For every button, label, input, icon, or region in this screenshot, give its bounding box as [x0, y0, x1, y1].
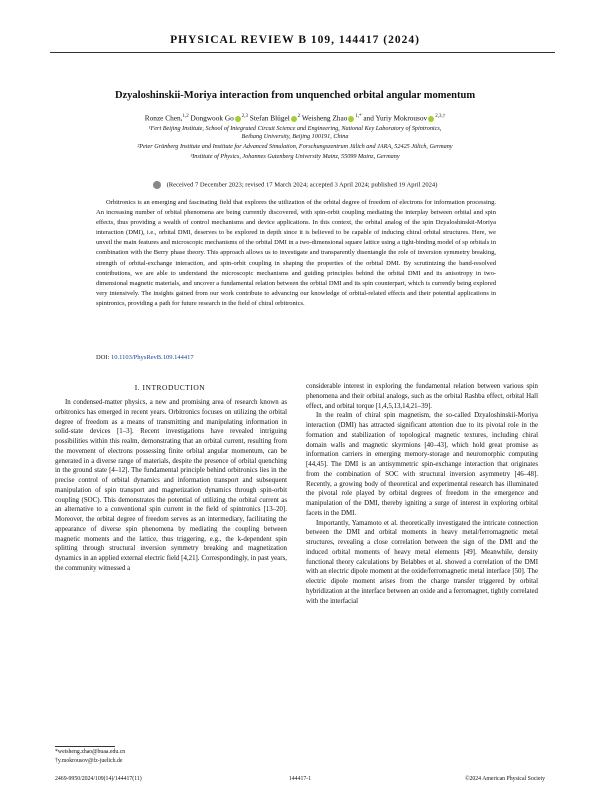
footnote-email[interactable]: *weisheng.zhao@buaa.edu.cn	[55, 749, 126, 755]
footer-issn: 2469-9950/2024/109(14)/144417(11)	[55, 776, 142, 782]
paragraph: considerable interest in exploring the fundamental relation between various spin phenomena and their orbital analogs, such as the orbital Rashba effect, orbital Hall effect, and orbital torque [1,4,5,13,14,21–39].	[306, 383, 538, 410]
doi-link[interactable]: 10.1103/PhysRevB.109.144417	[110, 354, 194, 361]
footer-page-number: 144417-1	[288, 776, 312, 782]
orcid-icon[interactable]	[291, 116, 297, 122]
author-name: Stefan Blügel	[247, 113, 290, 123]
section-heading: I. INTRODUCTION	[134, 383, 206, 392]
author-name: Dongwook Go	[188, 113, 234, 123]
affiliation-line: ¹Fert Beijing Institute, School of Integrated Circuit Science and Engineering, National Key Laboratory of Spintronics,	[148, 125, 442, 132]
footnotes	[55, 748, 287, 766]
orcid-icon[interactable]	[348, 116, 354, 122]
author-affil-sup: 2,3	[241, 114, 248, 119]
affiliation-line: ²Peter Grünberg Institute and Institute for Advanced Simulation, Forschungszentrum Jülich and JARA, 52425 Jülich, Germany	[137, 143, 453, 150]
footnote-rule	[55, 746, 115, 747]
body-column-left	[55, 398, 287, 574]
orcid-icon[interactable]	[235, 116, 241, 122]
paragraph: In condensed-matter physics, a new and promising area of research known as orbitronics has emerged in recent years. Orbitronics focuses on utilizing the orbital degree of freedom as a means of transmitting and manipulating information in solid-state devices [1–3]. Recent investigations have revealed intriguing possibilities within this realm, demonstrating that an orbital current, resulting from the movement of electrons possessing finite orbital angular momentum, can be generated in a diverse range of materials, despite the presence of orbital quenching in the ground state [4–12]. The fundamental principle behind orbitronics lies in the precise control of orbital dynamics and information transport and subsequent manipulation of spin transport and magnetization dynamics through spin-orbit coupling (SOC). This demonstrates the potential of utilizing the orbital current as an alternative to a conventional spin current in the field of spintronics [13–20]. Moreover, the orbital degree of freedom serves as an intermediary, facilitating the appearance of diverse spin phenomena by mediating the coupling between magnetic moments and the lattice, thus triggering, e.g., the k-dependent spin splitting through structural inversion symmetry breaking and magnetization dynamics in an applied external electric field [4,21]. Correspondingly, in past years, the community witnessed a	[55, 399, 287, 572]
paragraph: Importantly, Yamamoto et al. theoretically investigated the intricate connection between the DMI and orbital moments in heavy metal/ferromagnetic metal structures, revealing a close correlation between the sign of the DMI and the induced orbital moments of heavy metal elements [49]. Meanwhile, density functional theory calculations by Belabbes et al. showed a correlation of the DMI with an electric dipole moment at the oxide/ferromagnetic metal interface [50]. The electric dipole moment arises from the charge transfer triggered by orbital hybridization at the interface between an oxide and a ferromagnet, tightly correlated with the interfacial	[306, 519, 538, 605]
doi-line	[96, 354, 194, 361]
author-list	[40, 112, 550, 123]
author-affil-sup: 1,*	[355, 114, 362, 119]
author-name: Weisheng Zhao	[300, 113, 348, 123]
footnote-email[interactable]: †y.mokrousov@fz-juelich.de	[55, 758, 123, 764]
author-affil-sup: 2,3,†	[435, 114, 446, 119]
check-updates-icon[interactable]	[153, 181, 161, 189]
paper-title: Dzyaloshinskii-Moriya interaction from unquenched orbital angular momentum	[114, 90, 476, 101]
dates-text: (Received 7 December 2023; revised 17 March 2024; accepted 3 April 2024; published 19 April 2024)	[166, 181, 438, 189]
author-affil-sup: 1,2	[182, 114, 189, 119]
publication-dates	[60, 181, 530, 189]
paragraph: In the realm of chiral spin magnetism, the so-called Dzyaloshinskii-Moriya interaction (DMI) has attracted significant attention due to its pivotal role in the formation and stabilization of topological magnetic textures, including chiral domain walls and magnetic skyrmions [40–43], which hold great promise as information carriers in emerging memory-storage and neuromorphic computing [44,45]. The DMI is an antisymmetric spin-exchange interaction that originates from the combination of SOC with structural inversion asymmetry [46–48]. Recently, a growing body of theoretical and experimental research has illuminated the pivotal role played by orbital degrees of freedom in the emergence and manipulation of the DMI, thereby igniting a surge of interest in exploring orbital facets in the DMI.	[306, 412, 538, 517]
author-name: Ronze Chen,	[144, 113, 183, 123]
journal-header: PHYSICAL REVIEW B 109, 144417 (2024)	[170, 34, 420, 46]
body-column-right	[306, 382, 538, 606]
author-name: and Yuriy Mokrousov	[361, 113, 428, 123]
author-affil-sup: 2	[297, 114, 301, 119]
affiliation-line: ³Institute of Physics, Johannes Gutenberg University Mainz, 55099 Mainz, Germany	[190, 153, 400, 160]
header-rule	[50, 52, 555, 53]
footer-copyright: ©2024 American Physical Society	[465, 776, 545, 782]
doi-label: DOI:	[96, 354, 111, 361]
affiliation-line: Beihang University, Beijing 100191, China	[241, 133, 349, 140]
orcid-icon[interactable]	[428, 116, 434, 122]
abstract: Orbitronics is an emerging and fascinating field that explores the utilization of the orbital degree of freedom of electrons for information processing. An increasing number of orbital phenomena are being currently discovered, with spin-orbit coupling mediating the interplay between orbital and spin effects, thus providing a wealth of control mechanisms and device applications. In this context, the orbital analog of the spin Dzyaloshinskii-Moriya interaction (DMI), i.e., orbital DMI, deserves to be explored in depth since it is believed to be capable of inducing chiral orbital structures. Here, we unveil the main features and microscopic mechanisms of the orbital DMI in a two-dimensional square lattice using a tight-binding model of sp orbitals in combination with the Berry phase theory. This approach allows us to investigate and transparently disentangle the role of inversion symmetry breaking, strength of orbital-exchange interaction, and spin-orbit coupling in shaping the properties of the orbital DMI. By scrutinizing the band-resolved contributions, we are able to understand the microscopic mechanisms and guiding principles behind the orbital DMI and its anisotropy in two-dimensional magnetic materials, and uncover a fundamental relation between the orbital DMI and its spin counterpart, which is currently being explored very intensively. The insights gained from our work contribute to advancing our knowledge of orbital-related effects and their potential applications in spintronics, providing a path for future research in the field of chiral orbitronics.	[96, 199, 496, 307]
